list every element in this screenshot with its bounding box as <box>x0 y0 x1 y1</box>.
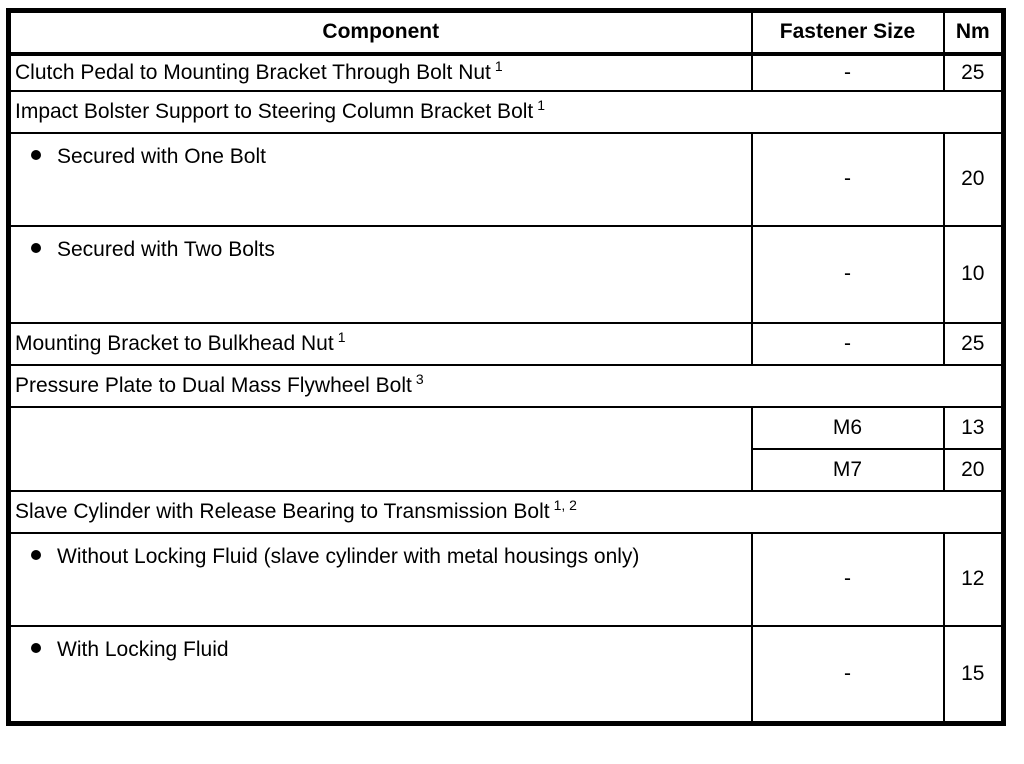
footnote-superscript: 1 <box>537 96 546 113</box>
component-text: Secured with One Bolt <box>57 145 266 168</box>
nm-cell: 12 <box>944 533 1004 626</box>
section-title-cell <box>9 491 1004 533</box>
bullet-icon <box>31 550 41 560</box>
table-row <box>9 226 1004 323</box>
table-row <box>9 54 1004 91</box>
column-header-component: Component <box>9 11 752 55</box>
nm-cell: 10 <box>944 226 1004 323</box>
fastener-size-cell: - <box>752 133 944 226</box>
component-text: Mounting Bracket to Bulkhead Nut <box>15 331 334 355</box>
component-text: Without Locking Fluid (slave cylinder with metal housings only) <box>57 545 640 568</box>
nm-cell: 13 <box>944 407 1004 449</box>
component-cell <box>9 533 752 626</box>
section-row <box>9 365 1004 407</box>
footnote-superscript: 1 <box>337 328 346 345</box>
fastener-size-cell: - <box>752 54 944 91</box>
component-text: Secured with Two Bolts <box>57 238 275 261</box>
fastener-size-cell: - <box>752 626 944 723</box>
bullet-icon <box>31 150 41 160</box>
component-text: Clutch Pedal to Mounting Bracket Through Bolt Nut <box>15 60 491 84</box>
fastener-size-cell: - <box>752 533 944 626</box>
section-title-text: Impact Bolster Support to Steering Column Bracket Bolt <box>15 99 534 123</box>
section-title-cell <box>9 91 1004 133</box>
component-cell <box>9 626 752 723</box>
nm-cell: 20 <box>944 133 1004 226</box>
table-row <box>9 533 1004 626</box>
footnote-superscript: 3 <box>415 370 424 387</box>
fastener-size-cell: M7 <box>752 449 944 491</box>
fastener-size-cell: - <box>752 323 944 365</box>
section-title-cell <box>9 365 1004 407</box>
nm-cell: 25 <box>944 54 1004 91</box>
section-title-text: Slave Cylinder with Release Bearing to Transmission Bolt <box>15 499 550 523</box>
bullet-icon <box>31 643 41 653</box>
footnote-superscript: 1 <box>494 57 503 74</box>
section-row <box>9 491 1004 533</box>
bullet-icon <box>31 243 41 253</box>
table-row <box>9 323 1004 365</box>
component-cell <box>9 226 752 323</box>
column-header-fastener-size: Fastener Size <box>752 11 944 55</box>
nm-cell: 20 <box>944 449 1004 491</box>
nm-cell: 15 <box>944 626 1004 723</box>
footnote-superscript: 1, 2 <box>553 496 577 513</box>
header-row <box>9 11 1004 55</box>
section-row <box>9 91 1004 133</box>
section-title-text: Pressure Plate to Dual Mass Flywheel Bolt <box>15 373 412 397</box>
table-row <box>9 133 1004 226</box>
component-cell-empty <box>9 407 752 491</box>
component-cell <box>9 54 752 91</box>
nm-cell: 25 <box>944 323 1004 365</box>
component-cell <box>9 323 752 365</box>
fastener-size-cell: M6 <box>752 407 944 449</box>
column-header-nm: Nm <box>944 11 1004 55</box>
torque-spec-page <box>0 8 1024 764</box>
table-row <box>9 407 1004 449</box>
fastener-size-cell: - <box>752 226 944 323</box>
table-row <box>9 626 1004 723</box>
component-cell <box>9 133 752 226</box>
component-text: With Locking Fluid <box>57 638 229 661</box>
torque-spec-table <box>6 8 1006 726</box>
